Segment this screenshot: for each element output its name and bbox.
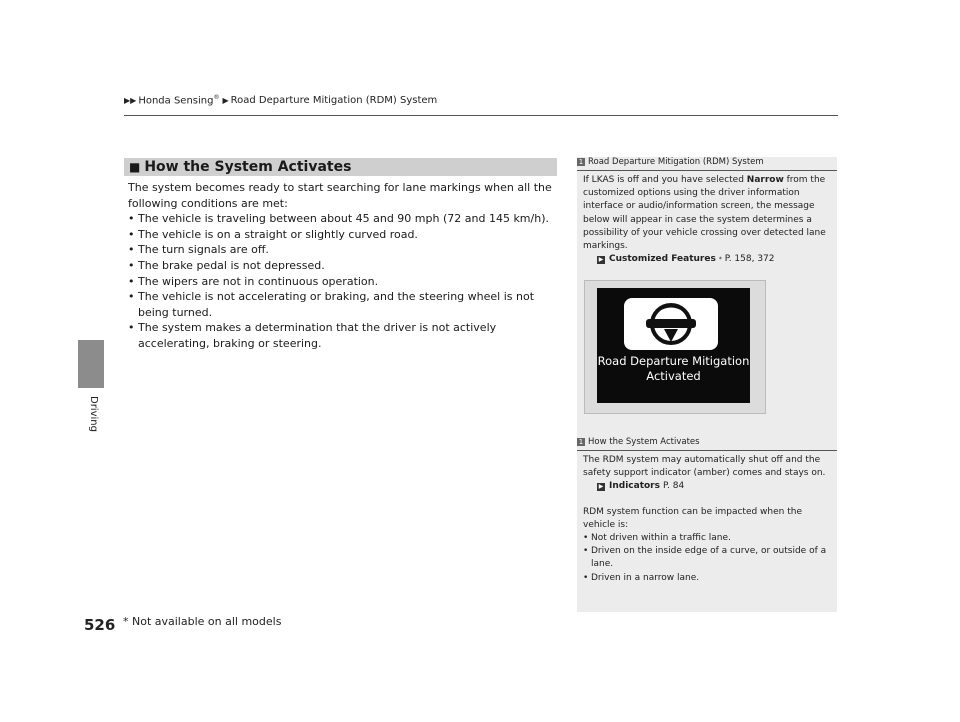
footnote: * Not available on all models: [123, 615, 282, 628]
chapter-label: Driving: [88, 396, 99, 432]
cross-reference-link[interactable]: ▶ Customized Features * P. 158, 372: [598, 254, 775, 265]
conditions-list: [128, 211, 558, 351]
list-item: • Not driven within a traffic lane.: [583, 532, 833, 545]
rdm-warning-icon: [624, 298, 718, 350]
rdm-activated-display: [597, 288, 750, 403]
note-divider: [577, 450, 837, 451]
note-body-rdm: If LKAS is off and you have selected Narrow from the customized options using the driver information interface or audio/information screen, the message below will appear in case the system determines a possibility of your vehicle crossing over detected lane markings. ▶ Customized Features * P. 158, 372: [583, 174, 833, 266]
note-heading-rdm: 1 Road Departure Mitigation (RDM) System: [578, 157, 764, 167]
list-item: • The brake pedal is not depressed.: [128, 258, 558, 274]
note-divider: [577, 170, 837, 171]
note-body-activates: The RDM system may automatically shut off and the safety support indicator (amber) comes and stays on. ▶ Indicators P. 84 RDM system function can be impacted when the vehicle is: • Not driven within a traffic lane. • Driven on the inside edge of a curve, or outside of a lane. • Driven in a narrow lane.: [583, 454, 833, 585]
section-title: How the System Activates: [144, 159, 352, 175]
chapter-tab: [78, 340, 104, 388]
list-item: • The vehicle is traveling between about 45 and 90 mph (72 and 145 km/h).: [128, 211, 558, 227]
reference-arrow-icon: ▶: [598, 255, 604, 263]
note-number-icon: 1: [578, 158, 584, 166]
cross-reference-link[interactable]: ▶ Indicators P. 84: [598, 481, 685, 492]
section-body: [128, 180, 558, 352]
breadcrumb-arrow-icon: ▶: [222, 95, 229, 105]
section-header: [124, 158, 557, 176]
list-item: • The system makes a determination that the driver is not actively accelerating, braking or steering.: [128, 320, 558, 351]
breadcrumb: [124, 94, 437, 106]
list-item: • The wipers are not in continuous operation.: [128, 274, 558, 290]
display-message: Road Departure Mitigation Activated: [597, 354, 750, 383]
header-divider: [124, 115, 838, 116]
breadcrumb-item-honda-sensing[interactable]: Honda Sensing®: [138, 94, 220, 107]
list-item: • The vehicle is not accelerating or braking, and the steering wheel is not being turned.: [128, 289, 558, 320]
section-intro: The system becomes ready to start searching for lane markings when all the following conditions are met:: [128, 181, 552, 210]
section-square-icon: ■: [129, 160, 141, 174]
list-item: • Driven in a narrow lane.: [583, 572, 833, 585]
reference-arrow-icon: ▶: [598, 483, 604, 490]
impact-list: [583, 532, 833, 585]
list-item: • The vehicle is on a straight or slightly curved road.: [128, 227, 558, 243]
breadcrumb-arrow-icon: ▶▶: [124, 95, 137, 105]
list-item: • The turn signals are off.: [128, 242, 558, 258]
page-number: 526: [84, 616, 116, 634]
note-heading-activates: 1 How the System Activates: [578, 437, 700, 447]
list-item: • Driven on the inside edge of a curve, or outside of a lane.: [583, 545, 833, 571]
note-number-icon: 1: [578, 438, 584, 446]
breadcrumb-item-rdm[interactable]: Road Departure Mitigation (RDM) System: [230, 94, 438, 106]
